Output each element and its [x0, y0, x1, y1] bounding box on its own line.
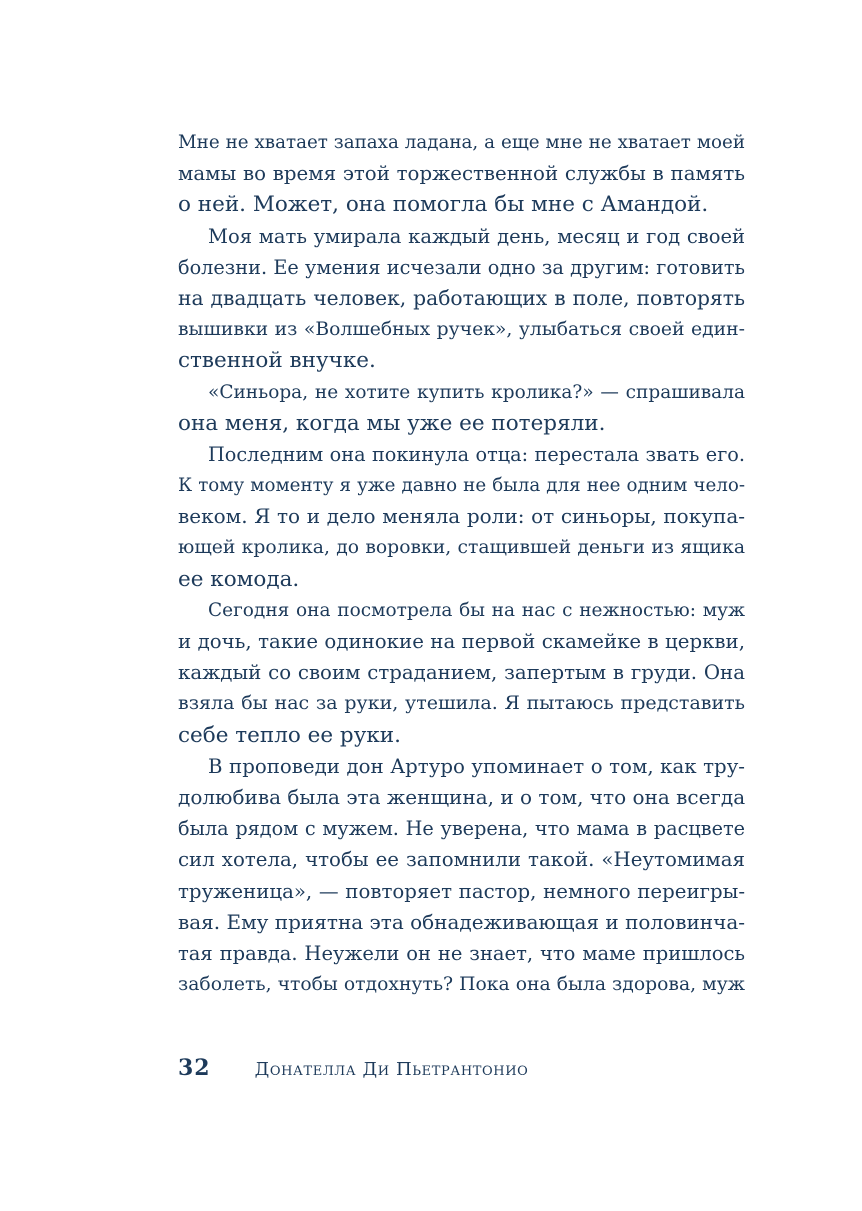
text-line: ющей кролика, до воровки, стащившей деньги из ящика	[178, 537, 745, 559]
text-line: мамы во время этой торжественной службы в память	[178, 162, 745, 186]
page-footer	[178, 1055, 528, 1085]
text-line: веком. Я то и дело меняла роли: от синьоры, покупа-	[178, 504, 745, 529]
text-line: труженица», — повторяет пастор, немного переигры-	[178, 879, 745, 903]
text-line: она меня, когда мы уже ее потеряли.	[178, 410, 606, 436]
text-line: Моя мать умирала каждый день, месяц и год своей	[208, 224, 745, 248]
text-line: Мне не хватает запаха ладана, а еще мне не хватает моей	[178, 132, 745, 153]
text-line: долюбива была эта женщина, и о том, что она всегда	[178, 784, 746, 809]
text-line: себе тепло ее руки.	[178, 722, 401, 748]
text-line: тая правда. Неужели он не знает, что маме пришлось	[178, 941, 745, 965]
text-line: вышивки из «Волшебных ручек», улыбаться своей един-	[178, 319, 745, 341]
text-line: на двадцать человек, работающих в поле, повторять	[178, 285, 745, 310]
text-line: о ней. Может, она помогла бы мне с Амандой.	[178, 192, 709, 218]
text-line: К тому моменту я уже давно не была для нее одним чело-	[178, 475, 745, 497]
text-line: каждый со своим страданием, запертым в груди. Она	[178, 661, 745, 685]
text-line: вая. Ему приятна эта обнадеживающая и половинча-	[178, 909, 746, 934]
text-line: заболеть, чтобы отдохнуть? Пока она была здорова, муж	[178, 974, 745, 996]
running-head-author: Донателла Ди Пьетрантонио	[254, 1059, 529, 1080]
text-line: взяла бы нас за руки, утешила. Я пытаюсь представить	[178, 692, 745, 715]
text-line: Последним она покинула отца: перестала звать его.	[208, 442, 745, 466]
text-line: сил хотела, чтобы ее запомнили такой. «Неутомимая	[178, 848, 745, 872]
text-line: Сегодня она посмотрела бы на нас с нежностью: муж	[208, 599, 745, 621]
text-line: ее комода.	[178, 566, 300, 592]
page-number: 32	[178, 1055, 211, 1081]
text-line: «Синьора, не хотите купить кролика?» — спрашивала	[208, 381, 745, 403]
text-line: и дочь, такие одинокие на первой скамейке в церкви,	[178, 630, 745, 653]
body-text	[178, 127, 745, 1000]
text-line: В проповеди дон Артуро упоминает о том, как тру-	[208, 754, 745, 778]
text-line: была рядом с мужем. Не уверена, что мама в расцвете	[178, 817, 745, 841]
text-line: ственной внучке.	[178, 348, 376, 374]
text-line: болезни. Ее умения исчезали одно за другим: готовить	[178, 255, 745, 279]
